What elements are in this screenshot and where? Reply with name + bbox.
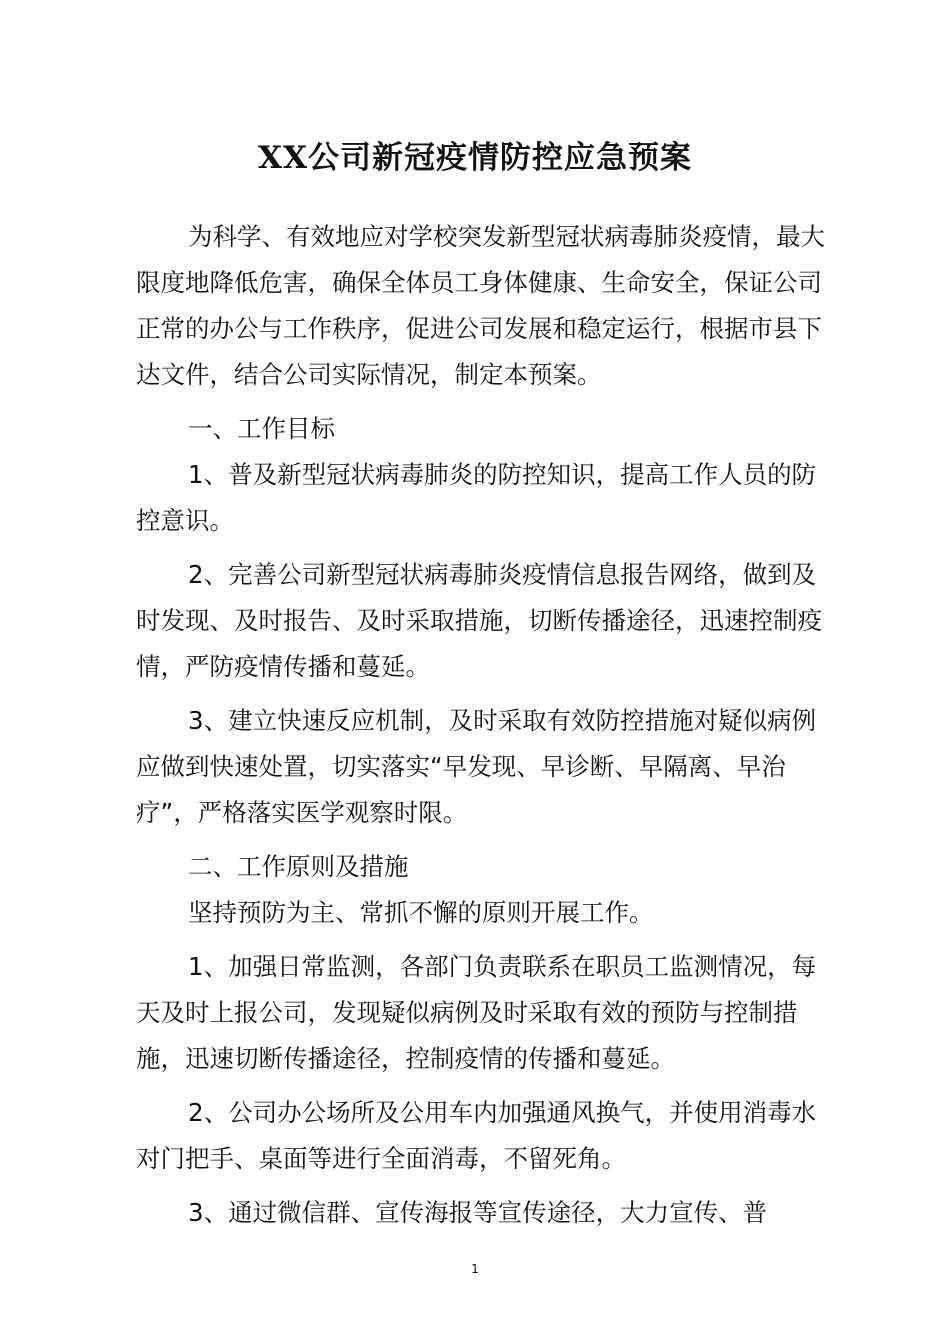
measure-item-3: 3、通过微信群、宣传海报等宣传途径，大力宣传、普: [188, 1198, 768, 1227]
goal-item-1: 1、普及新型冠状病毒肺炎的防控知识，提高工作人员的防控意识。: [136, 460, 817, 535]
document-body: [136, 214, 832, 1236]
document-title: XX公司新冠疫情防控应急预案: [257, 140, 693, 176]
goal-item-3: 3、建立快速反应机制，及时采取有效防控措施对疑似病例应做到快速处置，切实落实“早发现、早诊断、早隔离、早治疗”，严格落实医学观察时限。: [136, 706, 817, 827]
page-number: 1: [471, 1262, 479, 1276]
principles-lead: 坚持预防为主、常抓不懈的原则开展工作。: [188, 898, 654, 927]
section-heading-goals: 一、工作目标: [188, 414, 335, 443]
intro-paragraph: 为科学、有效地应对学校突发新型冠状病毒肺炎疫情，最大限度地降低危害，确保全体员工身体健康、生命安全，保证公司正常的办公与工作秩序，促进公司发展和稳定运行，根据市县下达文件，结合公司实际情况，制定本预案。: [136, 222, 825, 389]
measure-item-1: 1、加强日常监测，各部门负责联系在职员工监测情况，每天及时上报公司，发现疑似病例及时采取有效的预防与控制措施，迅速切断传播途径，控制疫情的传播和蔓延。: [136, 952, 817, 1073]
goal-item-2: 2、完善公司新型冠状病毒肺炎疫情信息报告网络，做到及时发现、及时报告、及时采取措施，切断传播途径，迅速控制疫情，严防疫情传播和蔓延。: [136, 560, 822, 681]
section-heading-principles: 二、工作原则及措施: [188, 852, 409, 881]
measure-item-2: 2、公司办公场所及公用车内加强通风换气，并使用消毒水对门把手、桌面等进行全面消毒，不留死角。: [136, 1098, 817, 1173]
